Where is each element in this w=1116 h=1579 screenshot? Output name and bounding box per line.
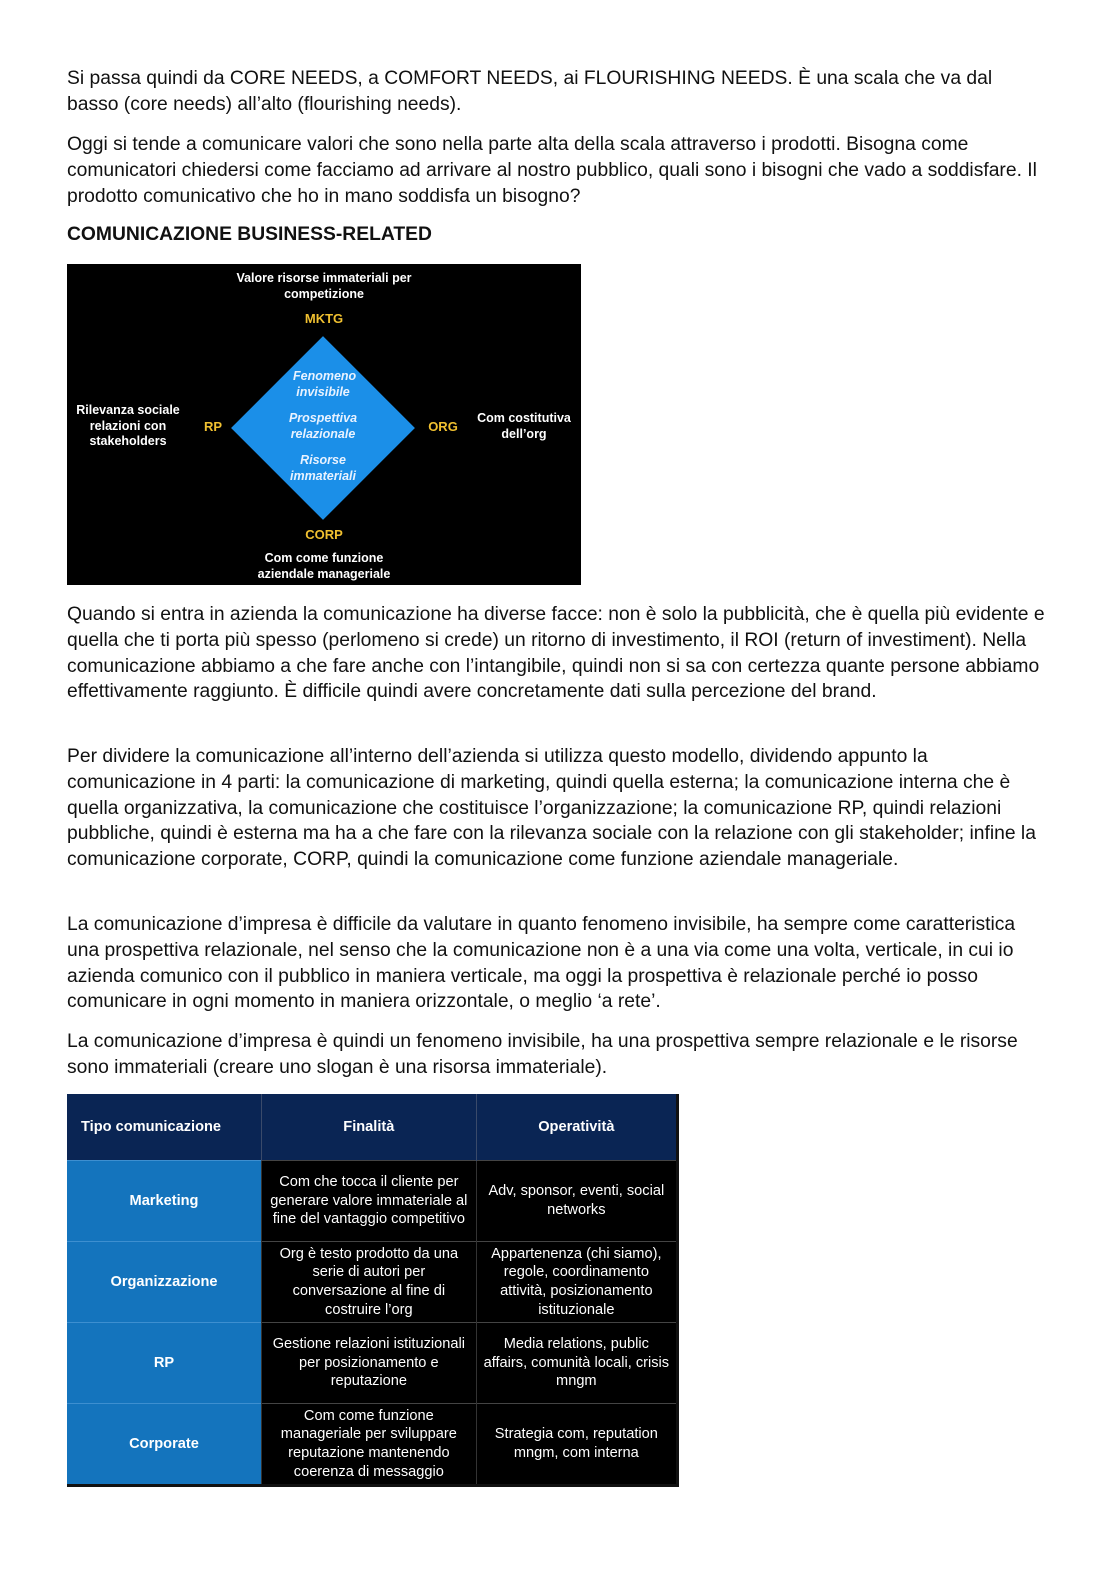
table-row: [67, 1323, 678, 1404]
purpose-cell: Com che tocca il cliente per generare valore immateriale al fine del vantaggio competitivo: [262, 1161, 477, 1242]
section-heading: COMUNICAZIONE BUSINESS-RELATED: [67, 224, 432, 245]
diamond-shape: [231, 336, 415, 520]
header-cell: Tipo comunicazione: [67, 1094, 262, 1161]
communication-diagram: [67, 264, 581, 585]
paragraph: Si passa quindi da CORE NEEDS, a COMFORT NEEDS, ai FLOURISHING NEEDS. È una scala che va dal basso (core needs) all’alto (flourishing needs).: [67, 68, 993, 115]
right-description: Com costitutiva dell’org: [477, 411, 571, 441]
table-row: [67, 1404, 678, 1486]
purpose-cell: Org è testo prodotto da una serie di autori per conversazione al fine di costruire l’org: [262, 1242, 477, 1323]
operations-cell: Appartenenza (chi siamo), regole, coordinamento attività, posizionamento istituzionale: [476, 1242, 677, 1323]
paragraph: Quando si entra in azienda la comunicazione ha diverse facce: non è solo la pubblicità, che è quella più evidente e quella che ti porta più spesso (perlomeno si crede) un ritorno di investimento, il ROI (return of investiment). Nella comunicazione abbiamo a che fare anche con l’intangibile, quindi non si sa con certezza quante persone abbiamo effettivamente raggiunto. È difficile quindi avere concretamente dati sulla percezione del brand.: [67, 604, 1045, 703]
center-label: Risorse immateriali: [289, 453, 356, 483]
purpose-cell: Gestione relazioni istituzionali per posizionamento e reputazione: [262, 1323, 477, 1404]
table-row: [67, 1161, 678, 1242]
type-cell: Marketing: [67, 1161, 262, 1242]
operations-cell: Strategia com, reputation mngm, com interna: [476, 1404, 677, 1486]
paragraph: Oggi si tende a comunicare valori che sono nella parte alta della scala attraverso i prodotti. Bisogna come comunicatori chiedersi come facciamo ad arrivare al nostro pubblico, quali sono i bisogni che vado a soddisfare. Il prodotto comunicativo che ho in mano soddisfa un bisogno?: [67, 134, 1037, 207]
paragraph: Per dividere la comunicazione all’interno dell’azienda si utilizza questo modello, dividendo appunto la comunicazione in 4 parti: la comunicazione di marketing, quindi quella esterna; la comunicazione interna che è quella organizzativa, la comunicazione che costituisce l’organizzazione; la comunicazione RP, quindi relazioni pubbliche, quindi è esterna ma ha a che fare con la rilevanza sociale con la relazione con gli stakeholder; infine la comunicazione corporate, CORP, quindi la comunicazione come funzione aziendale manageriale.: [67, 746, 1036, 871]
type-cell: RP: [67, 1323, 262, 1404]
label-mktg: MKTG: [304, 311, 344, 326]
header-cell: Operatività: [476, 1094, 677, 1161]
label-org: ORG: [428, 419, 458, 434]
header-cell: Finalità: [262, 1094, 477, 1161]
operations-cell: Media relations, public affairs, comunità locali, crisis mngm: [476, 1323, 677, 1404]
left-description: Rilevanza sociale relazioni con stakeholders: [76, 403, 180, 448]
paragraph: La comunicazione d’impresa è quindi un fenomeno invisibile, ha una prospettiva sempre relazionale e le risorse sono immateriali (creare uno slogan è una risorsa immateriale).: [67, 1031, 1018, 1078]
communication-table: [67, 1094, 679, 1487]
top-description: Valore risorse immateriali per competizione: [236, 271, 412, 301]
paragraph: La comunicazione d’impresa è difficile da valutare in quanto fenomeno invisibile, ha sempre come caratteristica una prospettiva relazionale, nel senso che la comunicazione non è a una via come una volta, verticale, in cui io azienda comunico con il pubblico in maniera verticale, ma oggi la prospettiva è relazionale perché io posso comunicare in ogni momento in maniera orizzontale, o meglio ‘a rete’.: [67, 914, 1016, 1013]
table-row: [67, 1242, 678, 1323]
table-header-row: [67, 1094, 678, 1161]
type-cell: Organizzazione: [67, 1242, 262, 1323]
label-corp: CORP: [305, 527, 343, 542]
bottom-description: Com come funzione aziendale manageriale: [257, 551, 391, 581]
operations-cell: Adv, sponsor, eventi, social networks: [476, 1161, 677, 1242]
type-cell: Corporate: [67, 1404, 262, 1486]
center-label: Prospettiva relazionale: [288, 411, 358, 441]
center-label: Fenomeno invisibile: [293, 369, 357, 399]
purpose-cell: Com come funzione manageriale per sviluppare reputazione mantenendo coerenza di messaggio: [262, 1404, 477, 1486]
label-rp: RP: [203, 419, 223, 434]
